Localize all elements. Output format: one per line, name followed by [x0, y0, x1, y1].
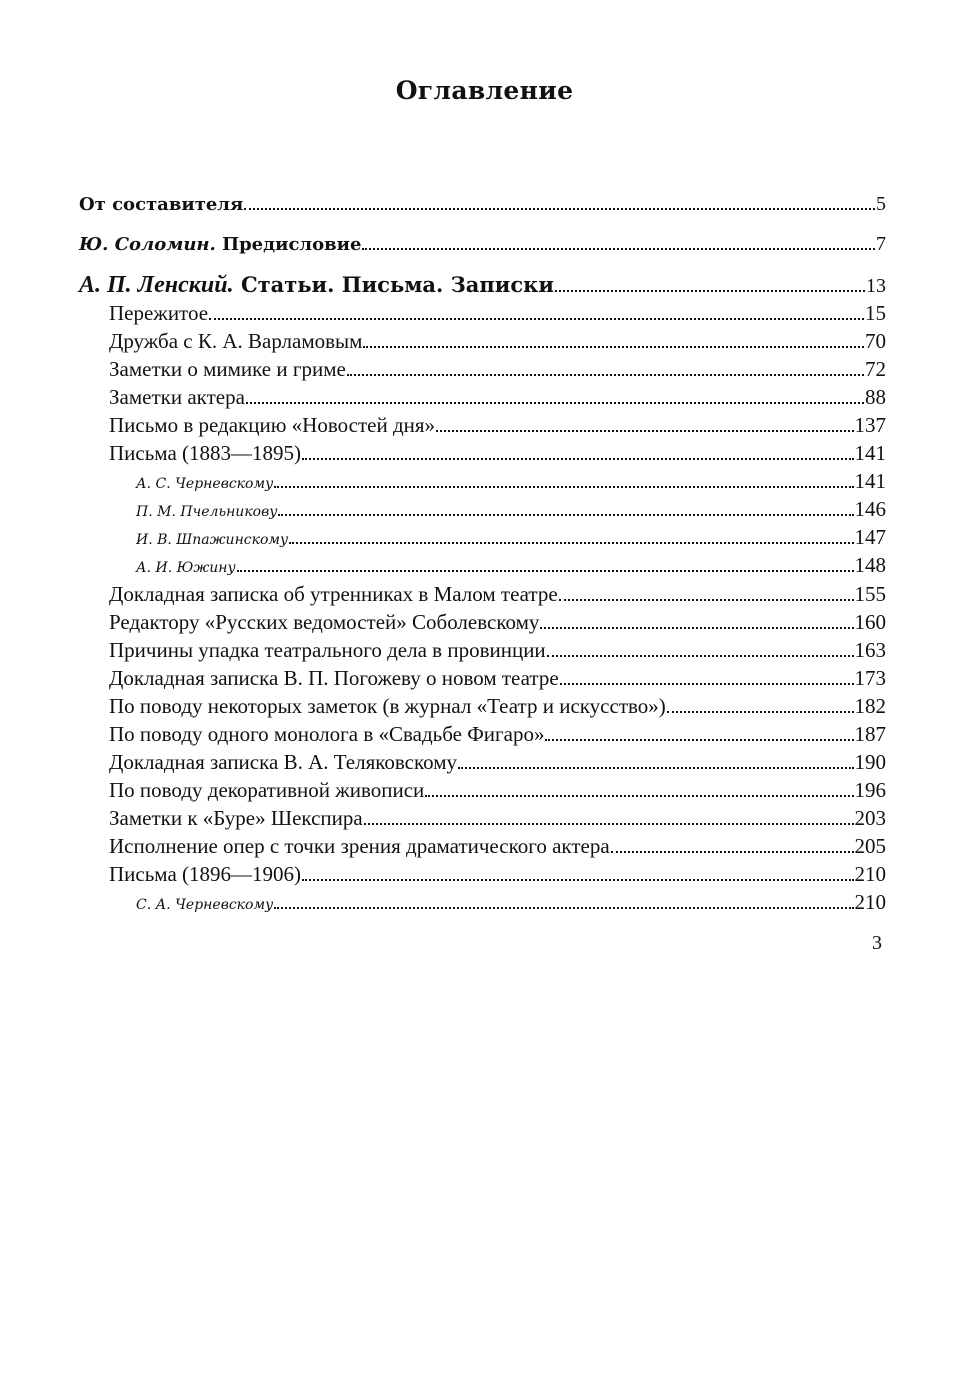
toc-entry-label: Докладная записка об утренниках в Малом театре — [109, 582, 558, 606]
toc-entry-page: 210 — [854, 890, 886, 914]
dot-leader — [363, 334, 864, 348]
toc-entry-page: 7 — [876, 233, 886, 255]
toc-entry[interactable] — [109, 749, 886, 775]
toc-subentry[interactable] — [136, 524, 886, 550]
dot-leader — [560, 671, 854, 685]
dot-leader — [611, 839, 854, 853]
toc-entry[interactable] — [109, 581, 886, 607]
toc-entry-page: 137 — [854, 413, 886, 437]
dot-leader — [246, 390, 864, 404]
toc-entry-from-compiler[interactable] — [79, 191, 886, 217]
toc-entry-page: 160 — [854, 610, 886, 634]
toc-entry-label: Дружба с К. А. Варламовым — [109, 329, 363, 353]
toc-entry[interactable] — [109, 861, 886, 887]
toc-entry-page: 13 — [866, 275, 886, 297]
toc-entry-label: По поводу некоторых заметок (в журнал «Театр и искусство») — [109, 694, 666, 718]
dot-leader — [667, 699, 854, 713]
dot-leader — [274, 895, 853, 909]
toc-entry-label: Письма (1896—1906) — [109, 862, 302, 886]
toc-entry-page: 141 — [854, 441, 886, 465]
toc-entry-page: 147 — [854, 525, 886, 549]
toc-entry-label: Докладная записка В. А. Теляковскому — [109, 750, 458, 774]
toc-entry-label: Заметки о мимике и гриме — [109, 357, 346, 381]
toc-subentry[interactable] — [136, 552, 886, 578]
toc-entry-label: Заметки актера — [109, 385, 245, 409]
dot-leader — [545, 727, 853, 741]
toc-entry[interactable] — [109, 637, 886, 663]
toc-entry-page: 72 — [865, 357, 886, 381]
toc-entry-title: Предисловие — [215, 234, 362, 255]
toc-entry[interactable] — [109, 356, 886, 382]
toc-entry-page: 148 — [854, 553, 886, 577]
toc-entry-label: Пережитое — [109, 301, 209, 325]
toc-entry-label: Заметки к «Буре» Шекспира — [109, 806, 363, 830]
toc-entry-author: Ю. Соломин. — [79, 234, 216, 255]
dot-leader — [289, 530, 853, 544]
toc-entry-label: Причины упадка театрального дела в провинции — [109, 638, 546, 662]
page-number: 3 — [872, 932, 882, 954]
toc-entry-page: 70 — [865, 329, 886, 353]
toc-entry-page: 182 — [854, 694, 886, 718]
toc-entry-label: П. М. Пчельникову — [136, 504, 278, 520]
toc-entry-label: Исполнение опер с точки зрения драматического актера — [109, 834, 610, 858]
toc-entry-page: 5 — [876, 193, 886, 215]
toc-entry-preface[interactable] — [79, 231, 886, 257]
toc-entry[interactable] — [109, 300, 886, 326]
toc-entry-page: 190 — [854, 750, 886, 774]
dot-leader — [547, 643, 854, 657]
toc-subentry[interactable] — [136, 468, 886, 494]
toc-entry-label: По поводу одного монолога в «Свадьбе Фигаро» — [109, 722, 545, 746]
dot-leader — [364, 811, 854, 825]
toc-entry[interactable] — [109, 440, 886, 466]
dot-leader — [302, 867, 853, 881]
dot-leader — [555, 278, 865, 292]
toc-entry[interactable] — [109, 328, 886, 354]
dot-leader — [540, 615, 853, 629]
toc-entry[interactable] — [109, 833, 886, 859]
dot-leader — [436, 418, 853, 432]
toc-entry-label — [79, 232, 361, 258]
page-title: Оглавление — [395, 76, 574, 105]
dot-leader — [209, 306, 864, 320]
dot-leader — [362, 236, 875, 250]
toc-entry[interactable] — [109, 665, 886, 691]
toc-entry-page: 141 — [854, 469, 886, 493]
toc-entry-page: 210 — [854, 862, 886, 886]
toc-subentry[interactable] — [136, 889, 886, 915]
toc-entry-label: А. С. Черневскому — [136, 476, 274, 492]
toc-entry-page: 196 — [854, 778, 886, 802]
dot-leader — [274, 474, 853, 488]
toc-entry[interactable] — [109, 384, 886, 410]
toc-entry-label: От составителя — [79, 194, 244, 215]
dot-leader — [237, 558, 854, 572]
toc-entry-label — [79, 272, 554, 298]
toc-subentry[interactable] — [136, 496, 886, 522]
toc-entry-page: 203 — [854, 806, 886, 830]
toc-entry-page: 15 — [865, 301, 886, 325]
dot-leader — [302, 446, 853, 460]
toc-entry-label: Редактору «Русских ведомостей» Соболевскому — [109, 610, 540, 634]
dot-leader — [458, 755, 853, 769]
dot-leader — [425, 783, 853, 797]
toc-entry-page: 146 — [854, 497, 886, 521]
toc-entry-label: С. А. Черневскому — [136, 897, 274, 913]
toc-entry[interactable] — [109, 609, 886, 635]
toc-entry-label: А. И. Южину — [136, 560, 236, 576]
toc-entry-title: Статьи. Письма. Записки — [233, 272, 554, 297]
dot-leader — [559, 587, 854, 601]
toc-entry[interactable] — [109, 721, 886, 747]
toc-entry[interactable] — [109, 777, 886, 803]
toc-entry[interactable] — [109, 693, 886, 719]
toc-entry[interactable] — [109, 412, 886, 438]
toc-entry-label: Письмо в редакцию «Новостей дня» — [109, 413, 436, 437]
toc-entry-page: 88 — [865, 385, 886, 409]
dot-leader — [347, 362, 864, 376]
toc-entry-label: Докладная записка В. П. Погожеву о новом театре — [109, 666, 559, 690]
toc-part-lensky[interactable] — [79, 272, 886, 298]
toc-entry-label: И. В. Шпажинскому — [136, 532, 289, 548]
toc-entry-page: 173 — [854, 666, 886, 690]
toc-entry-label: Письма (1883—1895) — [109, 441, 302, 465]
toc-entry[interactable] — [109, 805, 886, 831]
toc-entry-author: А. П. Ленский. — [79, 272, 234, 298]
dot-leader — [278, 502, 853, 516]
toc-entry-label: По поводу декоративной живописи — [109, 778, 425, 802]
toc-entry-page: 155 — [854, 582, 886, 606]
toc-entry-page: 187 — [854, 722, 886, 746]
toc-entry-page: 163 — [854, 638, 886, 662]
toc-entry-page: 205 — [854, 834, 886, 858]
dot-leader — [244, 196, 875, 210]
